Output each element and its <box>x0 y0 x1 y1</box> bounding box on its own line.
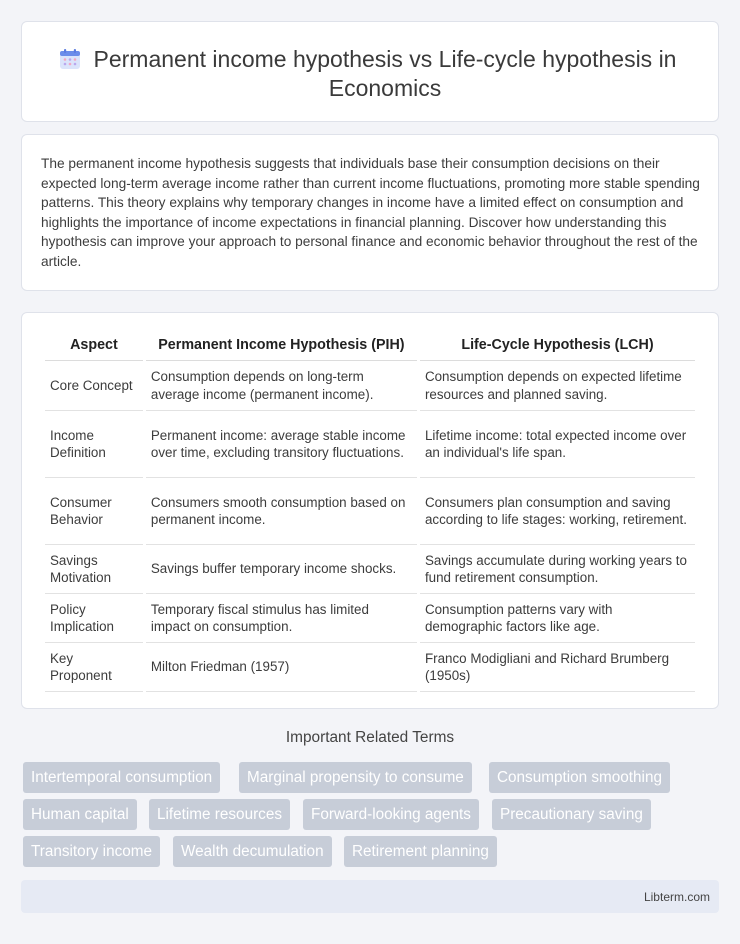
row-aspect: Savings Motivation <box>45 545 143 594</box>
tag-intertemporal-consumption[interactable]: Intertemporal consumption <box>23 762 220 793</box>
row-pih: Permanent income: average stable income over time, excluding transitory fluctuations. <box>146 411 417 478</box>
row-pih: Consumers smooth consumption based on permanent income. <box>146 478 417 545</box>
header-aspect: Aspect <box>45 329 143 361</box>
tag-wealth-decumulation[interactable]: Wealth decumulation <box>173 836 332 867</box>
comparison-table <box>42 329 698 692</box>
title-card <box>21 21 719 122</box>
tag-human-capital[interactable]: Human capital <box>23 799 137 830</box>
row-pih: Milton Friedman (1957) <box>146 643 417 692</box>
row-lch: Lifetime income: total expected income over an individual's life span. <box>420 411 695 478</box>
row-lch: Consumption depends on expected lifetime resources and planned saving. <box>420 361 695 411</box>
footer <box>21 880 719 913</box>
table-row <box>45 361 695 411</box>
tag-retirement-planning[interactable]: Retirement planning <box>344 836 497 867</box>
tag-forward-looking-agents[interactable]: Forward-looking agents <box>303 799 479 830</box>
table-row <box>45 643 695 692</box>
table-row <box>45 545 695 594</box>
table-row <box>45 594 695 643</box>
tag-consumption-smoothing[interactable]: Consumption smoothing <box>489 762 670 793</box>
row-lch: Franco Modigliani and Richard Brumberg (1950s) <box>420 643 695 692</box>
row-lch: Savings accumulate during working years to fund retirement consumption. <box>420 545 695 594</box>
tag-marginal-propensity-to-consume[interactable]: Marginal propensity to consume <box>239 762 472 793</box>
footer-brand[interactable]: Libterm.com <box>643 890 710 904</box>
row-pih: Consumption depends on long-term average income (permanent income). <box>146 361 417 411</box>
comparison-table-card <box>21 312 719 709</box>
row-pih: Savings buffer temporary income shocks. <box>146 545 417 594</box>
table-row <box>45 478 695 545</box>
header-lch: Life-Cycle Hypothesis (LCH) <box>420 329 695 361</box>
tag-lifetime-resources[interactable]: Lifetime resources <box>149 799 290 830</box>
tag-precautionary-saving[interactable]: Precautionary saving <box>492 799 651 830</box>
row-aspect: Key Proponent <box>45 643 143 692</box>
row-lch: Consumption patterns vary with demographic factors like age. <box>420 594 695 643</box>
row-aspect: Consumer Behavior <box>45 478 143 545</box>
intro-card <box>21 134 719 291</box>
row-aspect: Income Definition <box>45 411 143 478</box>
row-aspect: Core Concept <box>45 361 143 411</box>
intro-paragraph: The permanent income hypothesis suggests that individuals base their consumption decisions on their expected long-term average income rather than current income fluctuations, promoting more stable spending patterns. This theory explains why temporary changes in income have a limited effect on consumption and highlights the importance of income expectations in financial planning. Discover how understanding this hypothesis can improve your approach to personal finance and economic behavior throughout the rest of the article. <box>41 156 700 269</box>
row-pih: Temporary fiscal stimulus has limited impact on consumption. <box>146 594 417 643</box>
related-terms-heading: Important Related Terms <box>285 729 455 746</box>
tag-transitory-income[interactable]: Transitory income <box>23 836 160 867</box>
page-title: Permanent income hypothesis vs Life-cycle hypothesis in Economics <box>93 46 677 101</box>
header-pih: Permanent Income Hypothesis (PIH) <box>146 329 417 361</box>
table-header-row <box>45 329 695 361</box>
table-row <box>45 411 695 478</box>
row-aspect: Policy Implication <box>45 594 143 643</box>
row-lch: Consumers plan consumption and saving according to life stages: working, retirement. <box>420 478 695 545</box>
